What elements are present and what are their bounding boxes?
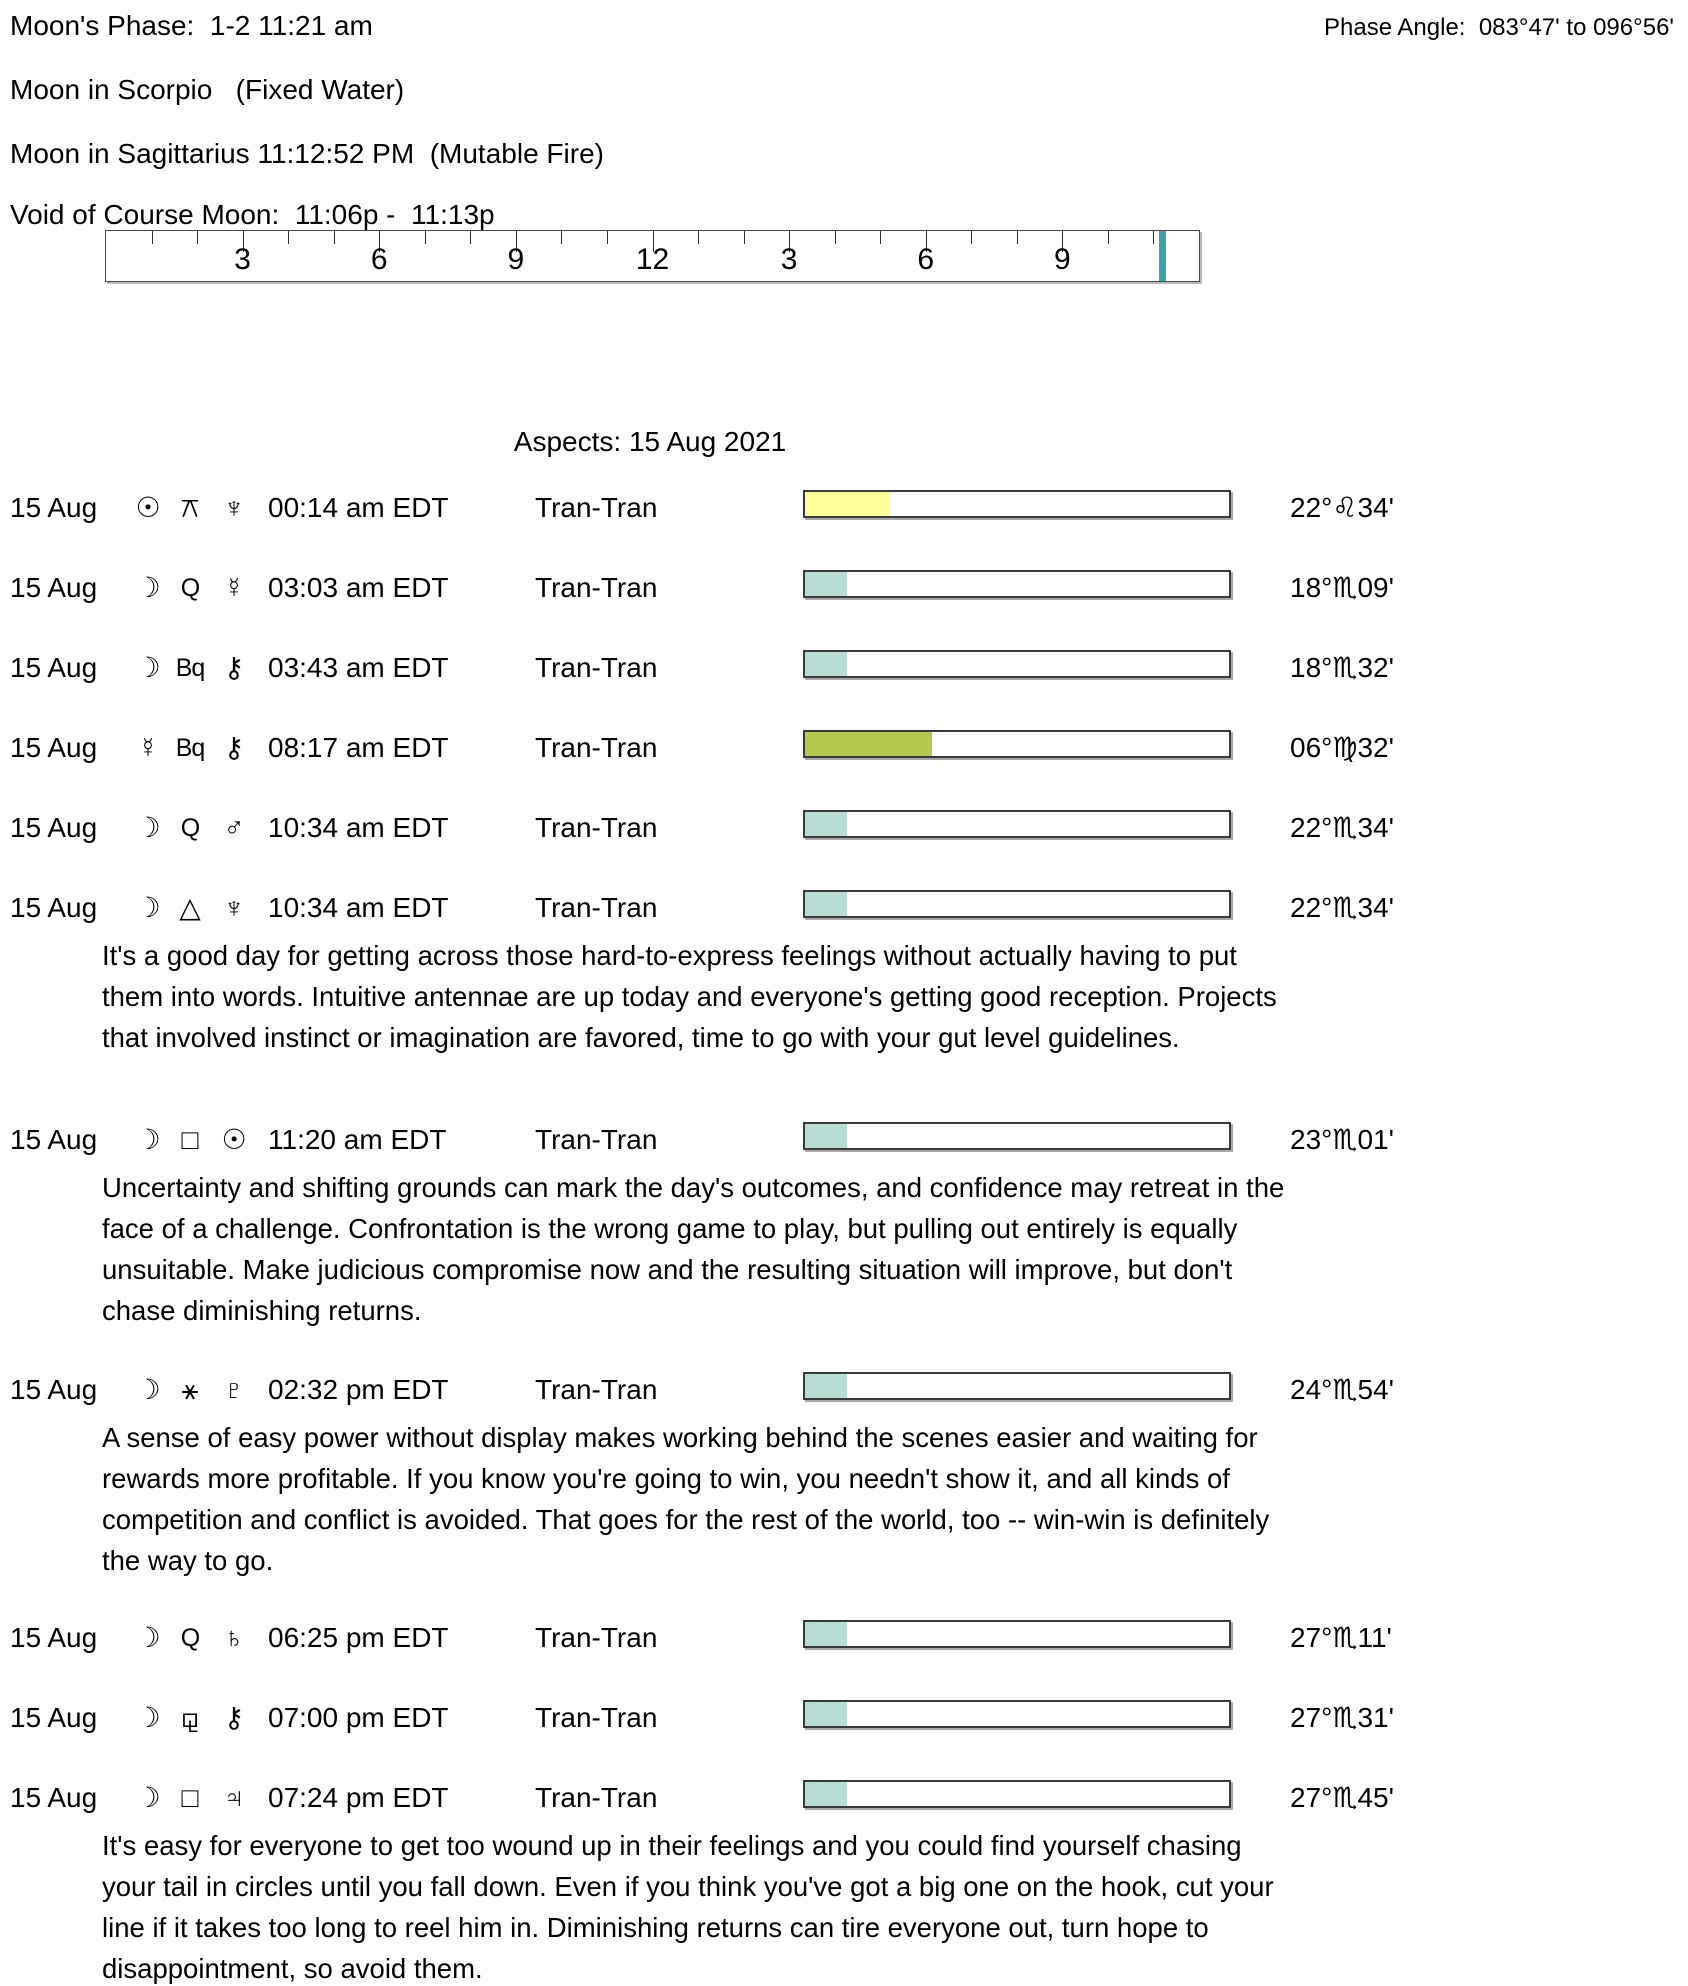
aspect-position: 06°♍32' [1290,732,1394,763]
hour-tick [971,231,972,244]
aspect-position: 22°♏34' [1290,812,1394,843]
aspect-date: 15 Aug [10,1374,98,1405]
void-of-course-marker [1159,231,1166,281]
hour-label: 6 [917,243,935,276]
aspect-row [0,650,1688,686]
pluto-icon: ♇ [223,1374,245,1405]
hour-label: 9 [1054,243,1071,276]
aspect-type: Tran-Tran [535,1622,658,1653]
aspect-orb-bar [803,490,1231,518]
aspect-orb-fill [805,1782,847,1806]
sesquiquadrate-icon: ⚼ [180,1702,200,1733]
hour-tick [197,231,198,244]
aspect-position: 27°♏45' [1290,1782,1394,1813]
aspect-type: Tran-Tran [535,1124,658,1155]
aspect-type: Tran-Tran [535,1702,658,1733]
aspect-position: 24°♏54' [1290,1374,1394,1405]
hour-label: 12 [635,243,670,276]
aspect-orb-bar [803,1372,1231,1400]
hour-tick [744,231,745,244]
aspect-orb-fill [805,732,932,756]
hour-label: 6 [370,243,388,276]
aspect-row [0,1122,1688,1326]
aspect-orb-fill [805,1374,847,1398]
aspect-orb-fill [805,1702,847,1726]
aspect-date: 15 Aug [10,1702,98,1733]
neptune-icon: ♆ [223,492,245,523]
day-hour-ruler [105,230,1200,282]
saturn-icon: ♄ [223,1622,245,1653]
aspect-date: 15 Aug [10,492,98,523]
aspect-date: 15 Aug [10,652,98,683]
hour-tick [152,231,153,244]
aspect-row [0,1700,1688,1736]
quincunx-icon: ⚻ [180,492,200,523]
chiron-icon: ⚷ [223,732,245,763]
aspect-position: 23°♏01' [1290,1124,1394,1155]
aspect-type: Tran-Tran [535,492,658,523]
hour-tick [1108,231,1109,244]
aspect-time: 00:14 am EDT [268,492,449,523]
neptune-icon: ♆ [223,892,245,923]
moon-icon: ☽ [135,652,161,683]
aspect-orb-fill [805,572,847,596]
hour-tick [1017,231,1018,244]
square-icon: □ [181,1782,199,1813]
hour-tick [334,231,335,244]
aspect-position: 27°♏31' [1290,1702,1394,1733]
aspect-orb-fill [805,1124,847,1148]
mercury-icon: ☿ [223,572,245,603]
aspect-description: Uncertainty and shifting grounds can mark the day's outcomes, and confidence may retreat in the face of a challenge. Confrontation is the wrong game to play, but pulling out entirely is equally unsuitable. Make judicious compromise now and the resulting situation will improve, but don't chase diminishing returns. [102,1172,1285,1326]
sextile-icon: ⚹ [181,1374,199,1405]
aspect-time: 03:43 am EDT [268,652,449,683]
aspects-heading: Aspects: 15 Aug 2021 [513,426,787,457]
aspect-date: 15 Aug [10,572,98,603]
aspect-row [0,570,1688,606]
mercury-icon: ☿ [137,732,159,763]
aspect-time: 11:20 am EDT [268,1124,447,1155]
chiron-icon: ⚷ [223,1702,245,1733]
aspect-row [0,490,1688,526]
aspect-time: 08:17 am EDT [268,732,449,763]
aspect-orb-bar [803,650,1231,678]
aspect-orb-bar [803,570,1231,598]
moons-phase-line: Moon's Phase: 1-2 11:21 am [10,10,373,41]
aspect-orb-bar [803,810,1231,838]
aspect-type: Tran-Tran [535,812,658,843]
aspect-time: 07:00 pm EDT [268,1702,449,1733]
hour-tick [607,231,608,244]
quintile-icon: Q [180,814,200,842]
sun-icon: ☉ [221,1124,247,1155]
aspect-position: 22°♏34' [1290,892,1394,923]
moon-icon: ☽ [135,1124,161,1155]
aspect-row [0,890,1688,1053]
aspect-type: Tran-Tran [535,1374,658,1405]
aspect-date: 15 Aug [10,892,98,923]
moon-icon: ☽ [135,812,161,843]
square-icon: □ [181,1124,199,1155]
aspect-orb-fill [805,492,890,516]
hour-tick [470,231,471,244]
aspect-time: 02:32 pm EDT [268,1374,449,1405]
aspect-orb-fill [805,812,847,836]
aspect-orb-bar [803,1700,1231,1728]
aspect-type: Tran-Tran [535,732,658,763]
chiron-icon: ⚷ [223,652,245,683]
hour-tick [698,231,699,244]
sun-icon: ☉ [135,492,161,523]
hour-label: 3 [780,243,798,276]
aspect-orb-fill [805,652,847,676]
hour-label: 9 [507,243,525,276]
phase-angle-line: Phase Angle: 083°47' to 096°56' [1324,14,1674,41]
aspect-orb-bar [803,730,1231,758]
aspect-position: 27°♏11' [1290,1622,1392,1653]
aspect-time: 07:24 pm EDT [268,1782,449,1813]
aspect-date: 15 Aug [10,1782,98,1813]
aspect-row [0,730,1688,766]
aspect-row [0,1620,1688,1656]
aspect-type: Tran-Tran [535,892,658,923]
aspect-date: 15 Aug [10,1124,98,1155]
jupiter-icon: ♃ [223,1782,245,1813]
biquintile-icon: Bq [175,734,205,762]
aspect-type: Tran-Tran [535,572,658,603]
aspect-type: Tran-Tran [535,652,658,683]
aspect-date: 15 Aug [10,1622,98,1653]
aspect-orb-bar [803,1620,1231,1648]
hour-label: 3 [234,243,251,276]
hour-tick [425,231,426,244]
moon-icon: ☽ [135,1782,161,1813]
hour-tick [561,231,562,244]
aspect-time: 10:34 am EDT [268,892,449,923]
void-of-course-line: Void of Course Moon: 11:06p - 11:13p [10,199,495,230]
mars-icon: ♂ [223,812,245,843]
moon-sign-next-line: Moon in Sagittarius 11:12:52 PM (Mutable Fire) [10,138,604,169]
quintile-icon: Q [180,1624,200,1652]
aspect-row [0,810,1688,846]
hour-tick [835,231,836,244]
trine-icon: △ [179,892,201,923]
aspect-orb-bar [803,890,1231,918]
aspect-orb-bar [803,1122,1231,1150]
aspect-orb-fill [805,1622,847,1646]
aspect-date: 15 Aug [10,732,98,763]
quintile-icon: Q [180,574,200,602]
moon-icon: ☽ [135,1374,161,1405]
aspect-description: It's easy for everyone to get too wound up in their feelings and you could find yourself chasing your tail in circles until you fall down. Even if you think you've got a big one on the hook, cut your line if it takes too long to reel him in. Diminishing returns can tire everyone out, turn hope to disappointment, so avoid them. [102,1830,1274,1984]
aspect-time: 10:34 am EDT [268,812,449,843]
moon-icon: ☽ [135,572,161,603]
hour-tick [288,231,289,244]
moon-icon: ☽ [135,1702,161,1733]
aspect-time: 03:03 am EDT [268,572,449,603]
aspect-row [0,1372,1688,1576]
hour-tick [880,231,881,244]
hour-tick [1153,231,1154,244]
aspect-date: 15 Aug [10,812,98,843]
aspect-time: 06:25 pm EDT [268,1622,449,1653]
aspect-description: It's a good day for getting across those hard-to-express feelings without actually having to put them into words. Intuitive antennae are up today and everyone's getting good reception. Projects that involved instinct or imagination are favored, time to go with your gut level guidelines. [102,940,1277,1053]
aspect-orb-bar [803,1780,1231,1808]
aspect-position: 22°♌34' [1290,492,1394,523]
moon-icon: ☽ [135,892,161,923]
aspect-position: 18°♏32' [1290,652,1394,683]
aspect-orb-fill [805,892,847,916]
moon-icon: ☽ [135,1622,161,1653]
aspect-row [0,1780,1688,1984]
aspect-description: A sense of easy power without display makes working behind the scenes easier and waiting for rewards more profitable. If you know you're going to win, you needn't show it, and all kinds of competition and conflict is avoided. That goes for the rest of the world, too -- win-win is definitely the way to go. [102,1422,1270,1576]
aspect-position: 18°♏09' [1290,572,1394,603]
biquintile-icon: Bq [175,654,205,682]
moon-sign-current-line: Moon in Scorpio (Fixed Water) [10,74,405,105]
aspect-type: Tran-Tran [535,1782,658,1813]
